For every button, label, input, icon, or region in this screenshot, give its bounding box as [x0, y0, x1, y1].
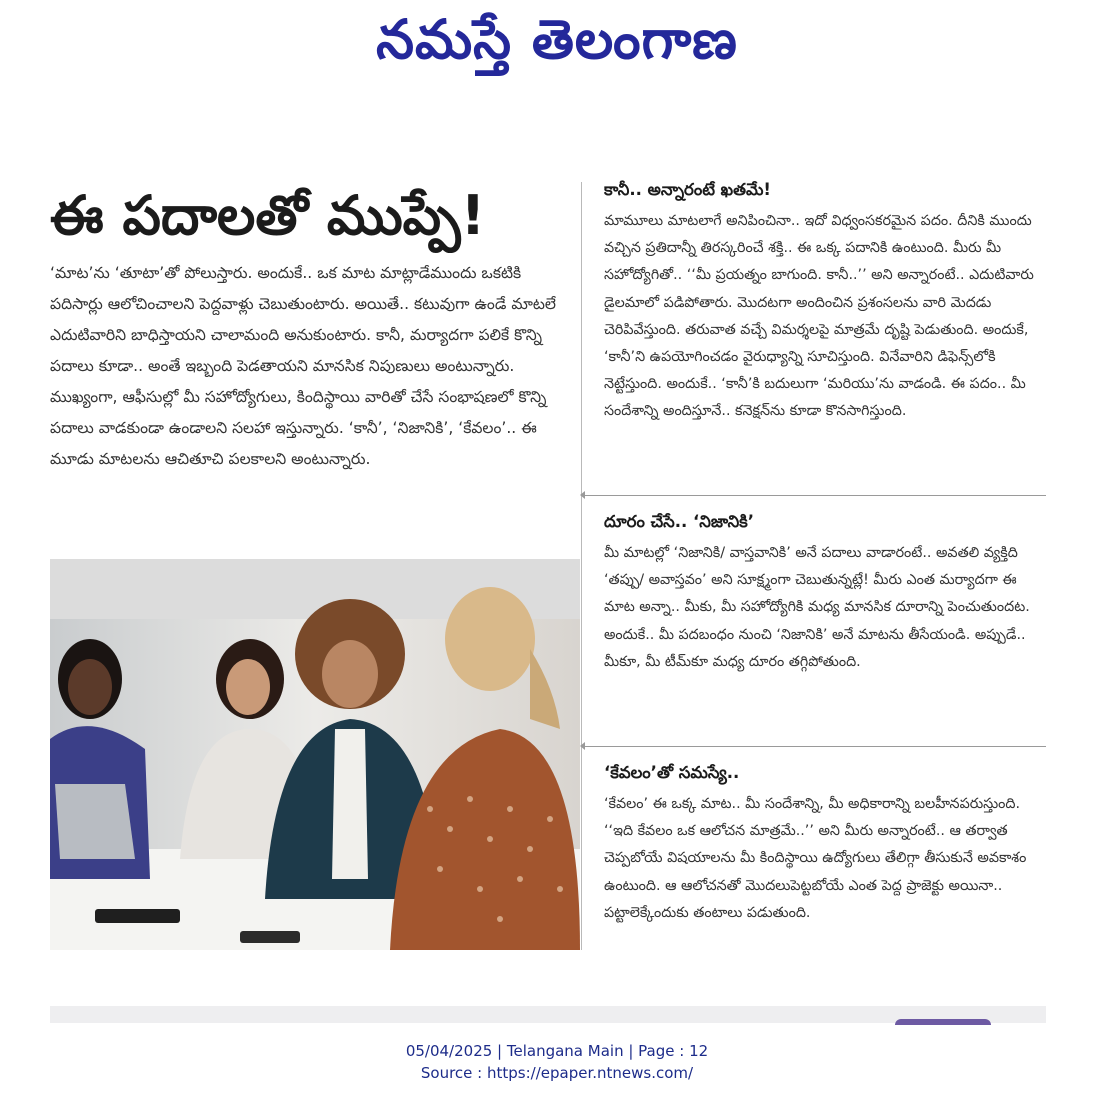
section-heading: కానీ.. అన్నారంటే ఖతమే! — [604, 180, 771, 199]
article-intro: ‘మాట’ను ‘తూటా’తో పోలుస్తారు. అందుకే.. ఒక మాట మాట్లాడేముందు ఒకటికి పదిసార్లు ఆలోచించాలని పెద్దవాళ్లు చెబుతుంటారు. అయితే.. కటువుగా ఉండే మాటలే ఎదుటివారిని బాధిస్తాయని చాలామంది అనుకుంటారు. కానీ, మర్యాదగా పలికే కొన్ని పదాలు కూడా.. అంతే ఇబ్బంది పెడతాయని మానసిక నిపుణులు అంటున్నారు. ముఖ్యంగా, ఆఫీసుల్లో మీ సహోద్యోగులు, కిందిస్థాయి వారితో చేసే సంభాషణలో కొన్ని పదాలు వాడకుండా ఉండాలని సలహా ఇస్తున్నారు. ‘కానీ’, ‘నిజానికి’, ‘కేవలం’.. ఈ మూడు మాటలను ఆచితూచి పలకాలని అంటున్నారు. — [50, 264, 556, 468]
footer-source[interactable]: Source : https://epaper.ntnews.com/ — [420, 1064, 694, 1082]
section-body: ‘కేవలం’ ఈ ఒక్క మాట.. మీ సందేశాన్ని, మీ అధికారాన్ని బలహీనపరుస్తుంది. ‘‘ఇది కేవలం ఒక ఆలోచన మాత్రమే..’’ అని మీరు అన్నారంటే.. ఆ తర్వాత చెప్పబోయే విషయాలను మీ కిందిస్థాయి ఉద్యోగులు తేలిగ్గా తీసుకునే అవకాశం ఉంటుంది. ఆ ఆలోచనతో మొదలుపెట్టబోయే ఎంత పెద్ద ప్రాజెక్టు అయినా.. పట్టాలెక్కేందుకు తంటాలు పడుతుంది. — [604, 796, 1027, 921]
section-kevalam — [604, 761, 1046, 927]
section-heading: దూరం చేసే.. ‘నిజానికి’ — [604, 512, 755, 531]
footer-date-page: 05/04/2025 | Telangana Main | Page : 12 — [405, 1042, 709, 1060]
section-divider — [584, 495, 1046, 496]
masthead-logo: నమస్తే తెలంగాణ — [376, 8, 738, 71]
bottom-advert-pill — [895, 1019, 991, 1025]
photo-illustration — [50, 559, 580, 950]
column-divider — [581, 182, 582, 950]
section-body: మామూలు మాటలాగే అనిపించినా.. ఇదో విధ్వంసకరమైన పదం. దీనికి ముందు వచ్చిన ప్రతిదాన్నీ తిరస్కరించే శక్తి.. ఈ ఒక్క పదానికి ఉంటుంది. మీరు మీ సహోద్యోగితో.. ‘‘మీ ప్రయత్నం బాగుంది. కానీ..’’ అని అన్నారంటే.. ఎదుటివారు డైలమాలో పడిపోతారు. మొదటగా అందించిన ప్రశంసలను వారి మెదడు చెరిపివేస్తుంది. తరువాత వచ్చే విమర్శలపై మాత్రమే దృష్టి పెడుతుంది. అందుకే, ‘కానీ’ని ఉపయోగించడం వైరుధ్యాన్ని సూచిస్తుంది. వినేవారిని డిఫెన్స్‌లోకి నెట్టేస్తుంది. అందుకే.. ‘కానీ’కి బదులుగా ‘మరియు’ను వాడండి. ఈ పదం.. మీ సందేశాన్ని అందిస్తూనే.. కనెక్షన్‌ను కూడా కొనసాగిస్తుంది. — [604, 213, 1034, 420]
office-meeting-photo — [50, 559, 580, 950]
page-footer — [0, 1040, 1114, 1084]
section-nijaniki — [604, 510, 1046, 676]
section-kani — [604, 178, 1046, 426]
article-headline: ఈ పదాలతో ముప్పే! — [50, 184, 486, 247]
section-heading: ‘కేవలం’తో సమస్యే.. — [604, 763, 740, 782]
section-divider — [584, 746, 1046, 747]
section-body: మీ మాటల్లో ‘నిజానికి/ వాస్తవానికి’ అనే పదాలు వాడారంటే.. అవతలి వ్యక్తిది ‘తప్పు/ అవాస్తవం’ అని సూక్ష్మంగా చెబుతున్నట్లే! మీరు ఎంత మర్యాదగా ఈ మాట అన్నా.. మీకు, మీ సహోద్యోగికి మధ్య మానసిక దూరాన్ని పెంచుతుందట. అందుకే.. మీ పదబంధం నుంచి ‘నిజానికి’ అనే మాటను తీసేయండి. అప్పుడే.. మీకూ, మీ టీమ్‌కూ మధ్య దూరం తగ్గిపోతుంది. — [604, 545, 1030, 670]
